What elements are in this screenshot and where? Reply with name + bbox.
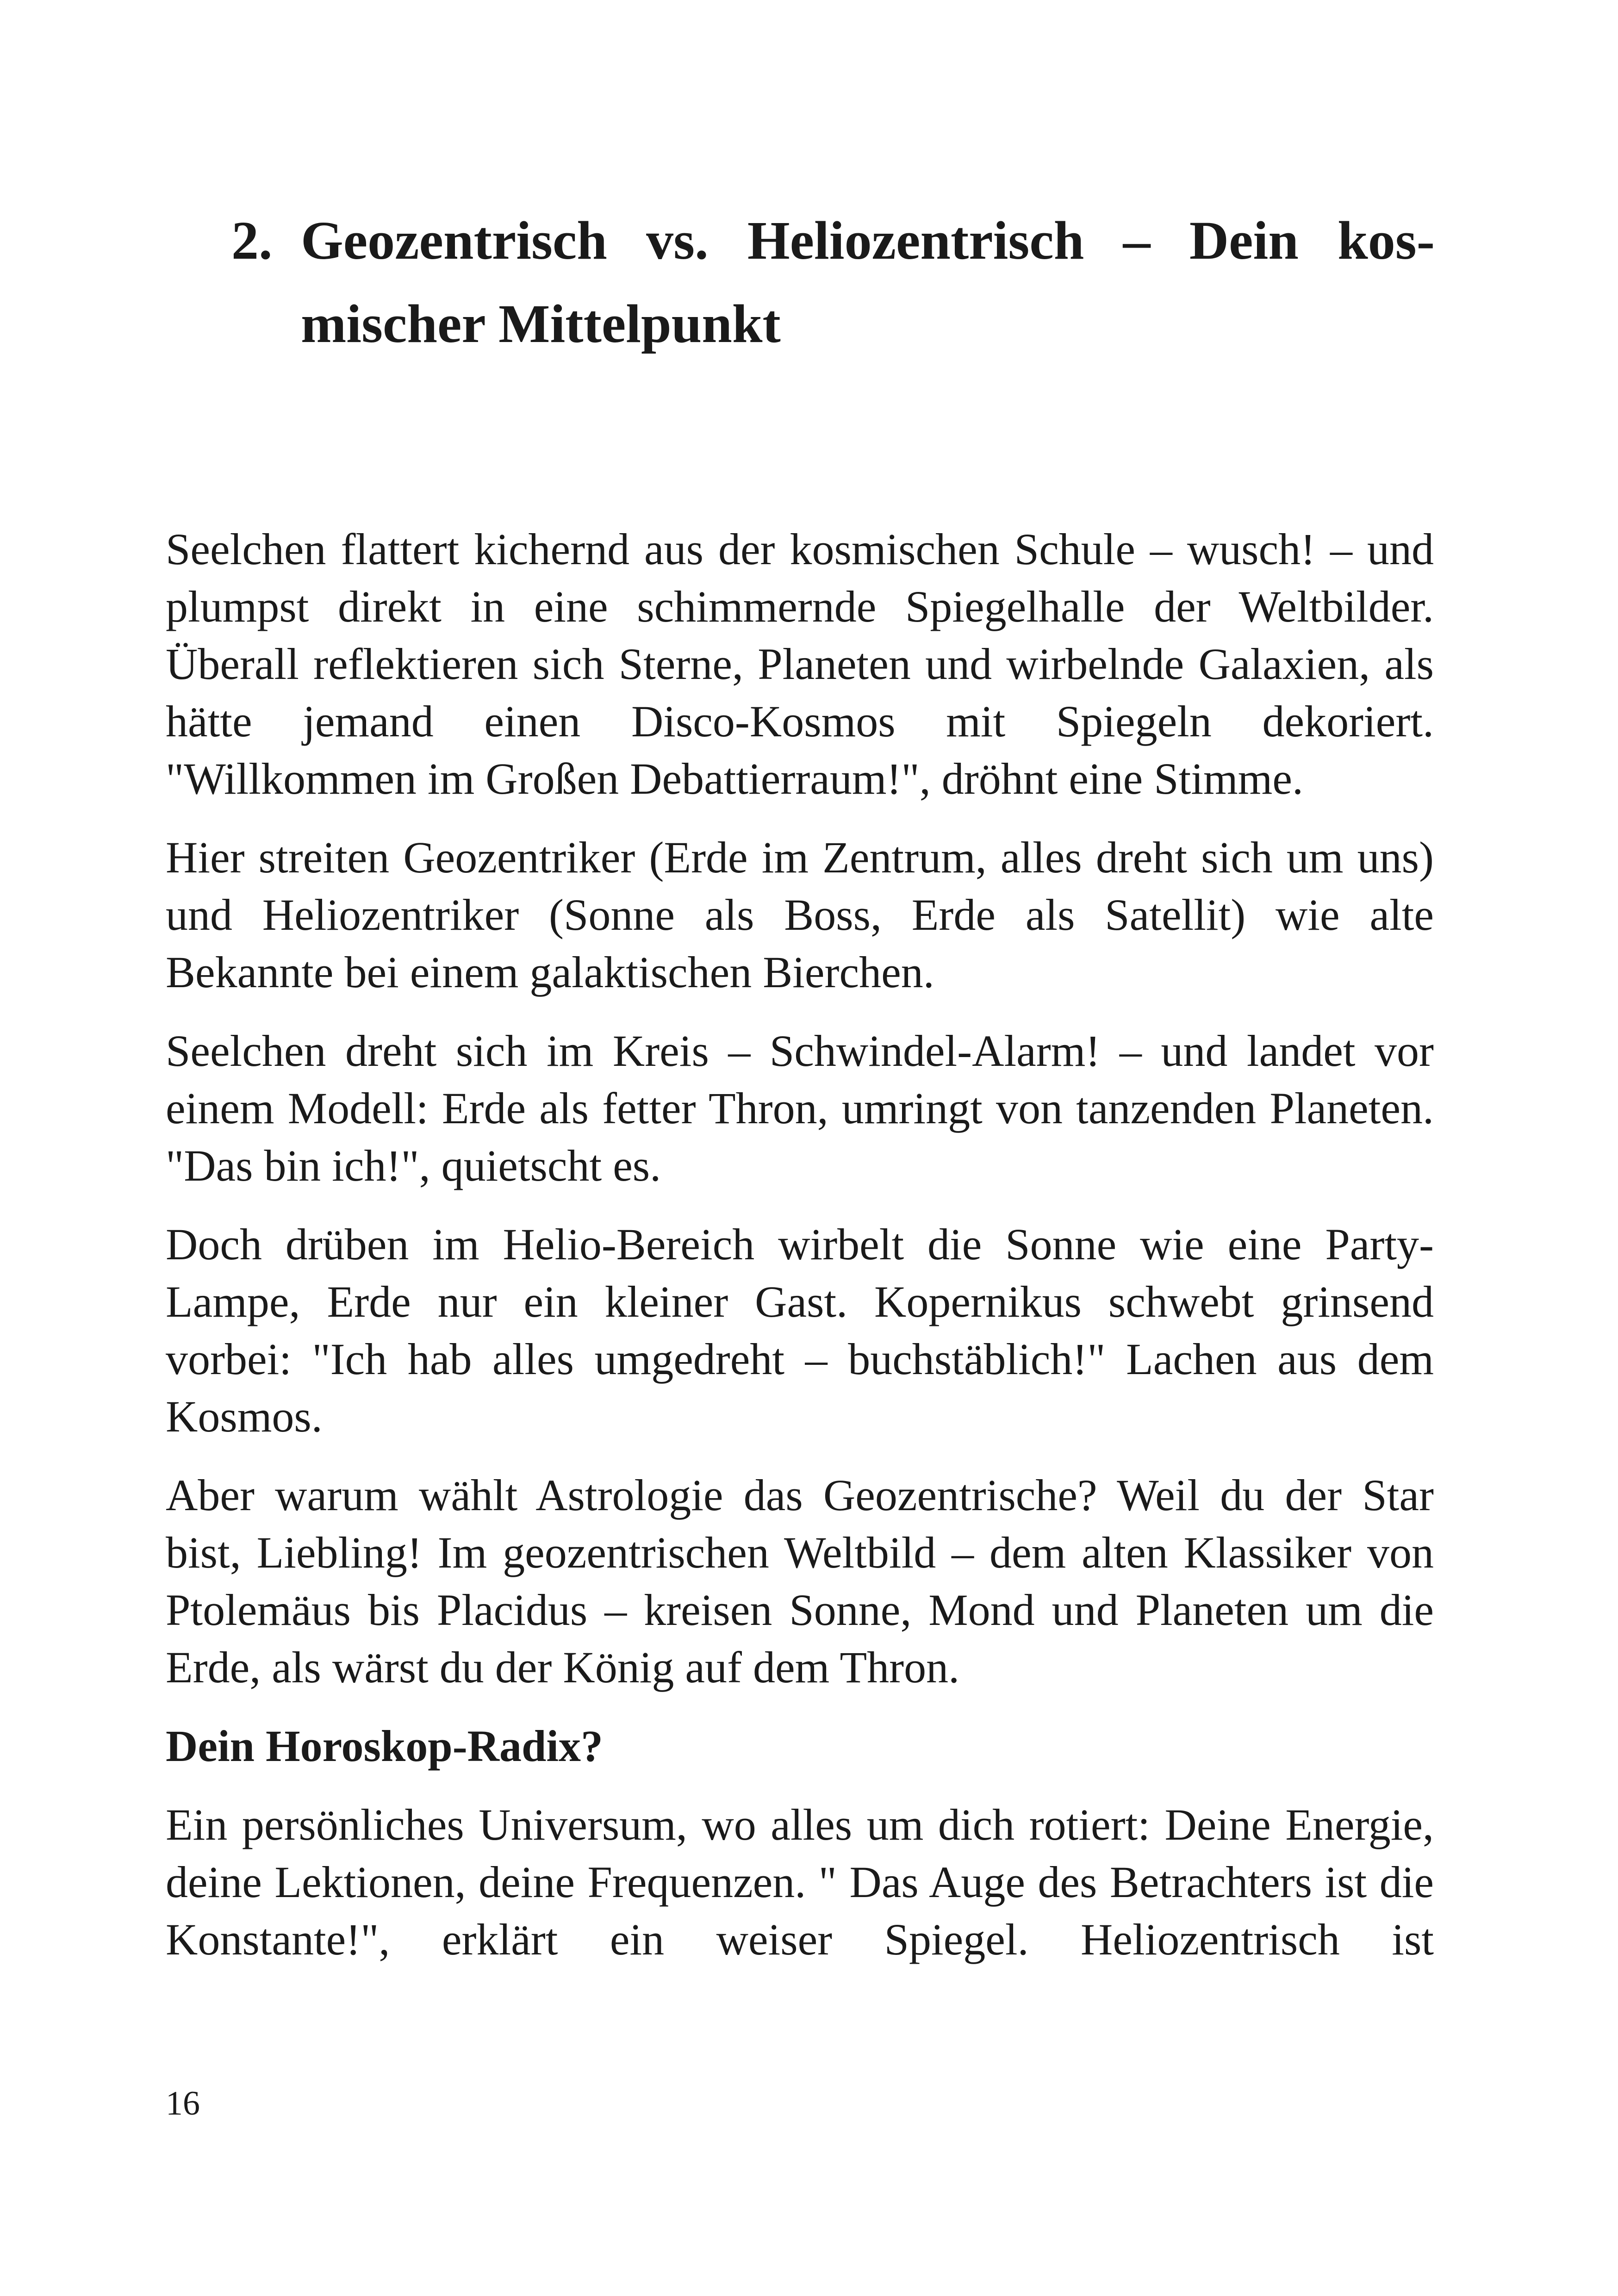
chapter-heading [231,199,1435,366]
section-subheading: Dein Horoskop-Radix? [166,1721,604,1771]
paragraph: Aber warum wählt Astrologie das Geozentrische? Weil du der Star bist, Liebling! Im geozentrischen Weltbild – dem alten Klassiker von Ptolemäus bis Placidus – kreisen Sonne, Mond und Planeten um die Erde, als wärst du der König auf dem Thron. [166,1470,1434,1692]
paragraph: Seelchen dreht sich im Kreis – Schwindel-Alarm! – und landet vor einem Modell: Erde als fetter Thron, umringt von tanzenden Planeten. "Das bin ich!", quietscht es. [166,1026,1434,1190]
chapter-title: Geozentrisch vs. Heliozentrisch – Dein kosmischer Mittelpunkt [301,210,1435,354]
chapter-number: 2. [231,210,273,271]
paragraph: Ein persönliches Universum, wo alles um dich rotiert: Deine Energie, deine Lektionen, deine Frequenzen. " Das Auge des Betrachters ist die Konstante!", erklärt ein weiser Spiegel. Heliozentrisch ist [166,1800,1434,1964]
page-number: 16 [166,2084,200,2122]
body-text [166,521,1434,1968]
paragraph: Seelchen flattert kichernd aus der kosmischen Schule – wusch! – und plumpst direkt in eine schimmernde Spiegelhalle der Weltbilder. Überall reflektieren sich Sterne, Planeten und wirbelnde Galaxien, als hätte jemand einen Disco-Kosmos mit Spiegeln dekoriert. "Willkommen im Großen Debattierraum!", dröhnt eine Stimme. [166,524,1434,803]
paragraph: Hier streiten Geozentriker (Erde im Zentrum, alles dreht sich um uns) und Heliozentriker (Sonne als Boss, Erde als Satellit) wie alte Bekannte bei einem galaktischen Bierchen. [166,833,1434,997]
paragraph: Doch drüben im Helio-Bereich wirbelt die Sonne wie eine Party-Lampe, Erde nur ein kleiner Gast. Kopernikus schwebt grinsend vorbei: "Ich hab alles umgedreht – buchstäblich!" Lachen aus dem Kosmos. [166,1220,1434,1441]
